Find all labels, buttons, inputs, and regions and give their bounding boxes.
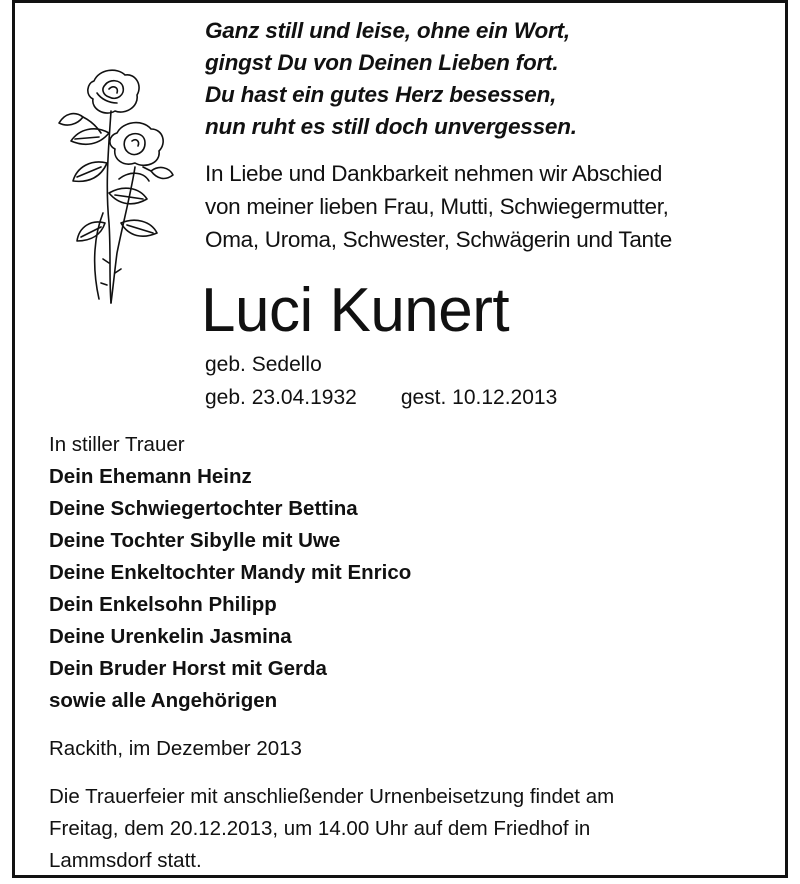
notice-line: Die Trauerfeier mit anschließender Urnenbeisetzung findet am <box>49 785 615 808</box>
death-date: gest. 10.12.2013 <box>400 386 558 409</box>
mourner-name: Dein Enkelsohn Philipp <box>49 593 277 616</box>
maiden-name: geb. Sedello <box>205 353 322 376</box>
mourner-name: sowie alle Angehörigen <box>49 689 278 712</box>
place-date: Rackith, im Dezember 2013 <box>49 737 302 760</box>
intro-line: Oma, Uroma, Schwester, Schwägerin und Tante <box>205 227 672 252</box>
mourner-name: Deine Schwiegertochter Bettina <box>49 497 358 520</box>
intro-line: von meiner lieben Frau, Mutti, Schwiegermutter, <box>205 194 669 219</box>
poem-line: Du hast ein gutes Herz besessen, <box>205 82 557 107</box>
life-dates <box>205 381 557 415</box>
notice-line: Freitag, dem 20.12.2013, um 14.00 Uhr auf dem Friedhof in <box>49 817 591 840</box>
notice-line: Lammsdorf statt. <box>49 849 202 872</box>
intro-line: In Liebe und Dankbarkeit nehmen wir Abschied <box>205 161 663 186</box>
obituary-frame <box>12 0 788 878</box>
mourners-lead: In stiller Trauer <box>49 433 185 456</box>
deceased-name: Luci Kunert <box>201 276 510 345</box>
poem-line: Ganz still und leise, ohne ein Wort, <box>205 18 570 43</box>
poem-line: gingst Du von Deinen Lieben fort. <box>205 50 559 75</box>
mourners-list <box>49 429 411 717</box>
funeral-notice <box>49 781 769 877</box>
mourner-name: Deine Tochter Sibylle mit Uwe <box>49 529 341 552</box>
poem <box>205 15 577 143</box>
rose-icon <box>39 63 179 313</box>
intro-text <box>205 157 672 256</box>
mourner-name: Dein Bruder Horst mit Gerda <box>49 657 327 680</box>
birth-date: geb. 23.04.1932 <box>205 386 357 409</box>
mourner-name: Deine Urenkelin Jasmina <box>49 625 292 648</box>
poem-line: nun ruht es still doch unvergessen. <box>205 114 577 139</box>
mourner-name: Dein Ehemann Heinz <box>49 465 252 488</box>
mourner-name: Deine Enkeltochter Mandy mit Enrico <box>49 561 412 584</box>
